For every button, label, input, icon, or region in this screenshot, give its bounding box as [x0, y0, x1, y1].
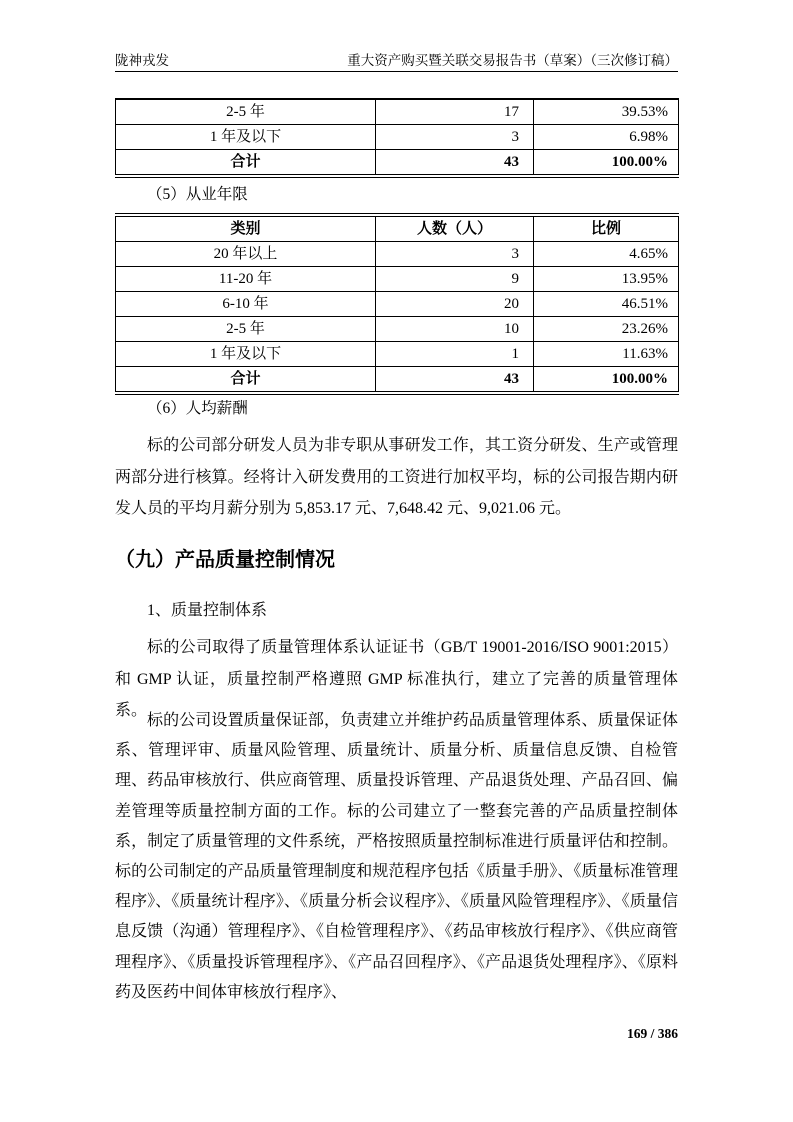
table-cell: 11-20 年 [116, 267, 376, 292]
table-cell: 合计 [116, 150, 376, 177]
table-cell: 20 年以上 [116, 242, 376, 267]
table-cell: 23.26% [534, 317, 679, 342]
table-cell: 1 [376, 342, 534, 367]
table-total-row [116, 367, 679, 394]
table-row [116, 267, 679, 292]
table-cell: 11.63% [534, 342, 679, 367]
quality-certification-paragraph: 标的公司取得了质量管理体系认证证书（GB/T 19001-2016/ISO 9001:2015）和 GMP 认证，质量控制严格遵照 GMP 标准执行，建立了完善的质量管理体系。 [115, 639, 678, 719]
table-cell: 17 [376, 99, 534, 125]
table-cell: 6-10 年 [116, 292, 376, 317]
section-5-title: （5）从业年限 [147, 186, 248, 203]
table-row [116, 125, 679, 150]
table-header-row [116, 215, 679, 242]
table-row [116, 99, 679, 125]
tenure-table-continued [115, 98, 679, 178]
table-cell: 100.00% [534, 150, 679, 177]
table-cell: 39.53% [534, 99, 679, 125]
column-header: 人数（人） [376, 215, 534, 242]
table-row [116, 342, 679, 367]
table-cell: 9 [376, 267, 534, 292]
table-row [116, 292, 679, 317]
table-cell: 3 [376, 242, 534, 267]
table-cell: 43 [376, 367, 534, 394]
table-cell: 3 [376, 125, 534, 150]
table-row [116, 242, 679, 267]
service-years-table [115, 213, 679, 395]
table-cell: 100.00% [534, 367, 679, 394]
table-cell: 6.98% [534, 125, 679, 150]
table-cell: 合计 [116, 367, 376, 394]
table-cell: 10 [376, 317, 534, 342]
table-cell: 13.95% [534, 267, 679, 292]
table-cell: 1 年及以下 [116, 125, 376, 150]
column-header: 类别 [116, 215, 376, 242]
column-header: 比例 [534, 215, 679, 242]
table-cell: 20 [376, 292, 534, 317]
section-9-heading: （九）产品质量控制情况 [115, 549, 335, 571]
section-6-title: （6）人均薪酬 [147, 400, 248, 417]
header-company-name: 陇神戎发 [115, 53, 169, 68]
quality-control-system-paragraph: 标的公司设置质量保证部，负责建立并维护药品质量管理体系、质量保证体系、管理评审、质量风险管理、质量统计、质量分析、质量信息反馈、自检管理、药品审核放行、供应商管理、质量投诉管理、产品退货处理、产品召回、偏差管理等质量控制方面的工作。标的公司建立了一整套完善的产品质量控制体系，制定了质量管理的文件系统，严格按照质量控制标准进行质量评估和控制。标的公司制定的产品质量管理制度和规范程序包括《质量手册》、《质量标准管理程序》、《质量统计程序》、《质量分析会议程序》、《质量风险管理程序》、《质量信息反馈（沟通）管理程序》、《自检管理程序》、《药品审核放行程序》、《供应商管理程序》、《质量投诉管理程序》、《产品召回程序》、《产品退货处理程序》、《原料药及医药中间体审核放行程序》、 [115, 712, 678, 1001]
avg-salary-paragraph: 标的公司部分研发人员为非专职从事研发工作，其工资分研发、生产或管理两部分进行核算。经将计入研发费用的工资进行加权平均，标的公司报告期内研发人员的平均月薪分别为 5,853.17 元、7,648.42 元、9,021.06 元。 [115, 437, 678, 517]
table-cell: 46.51% [534, 292, 679, 317]
table-cell: 43 [376, 150, 534, 177]
table-cell: 4.65% [534, 242, 679, 267]
page-header [115, 50, 678, 72]
table-cell: 2-5 年 [116, 99, 376, 125]
page-number: 169 / 386 [626, 1026, 678, 1041]
table-total-row [116, 150, 679, 177]
table-cell: 2-5 年 [116, 317, 376, 342]
table-cell: 1 年及以下 [116, 342, 376, 367]
subsection-1-title: 1、质量控制体系 [147, 602, 268, 619]
header-report-title: 重大资产购买暨关联交易报告书（草案）（三次修订稿） [347, 53, 678, 68]
table-row [116, 317, 679, 342]
